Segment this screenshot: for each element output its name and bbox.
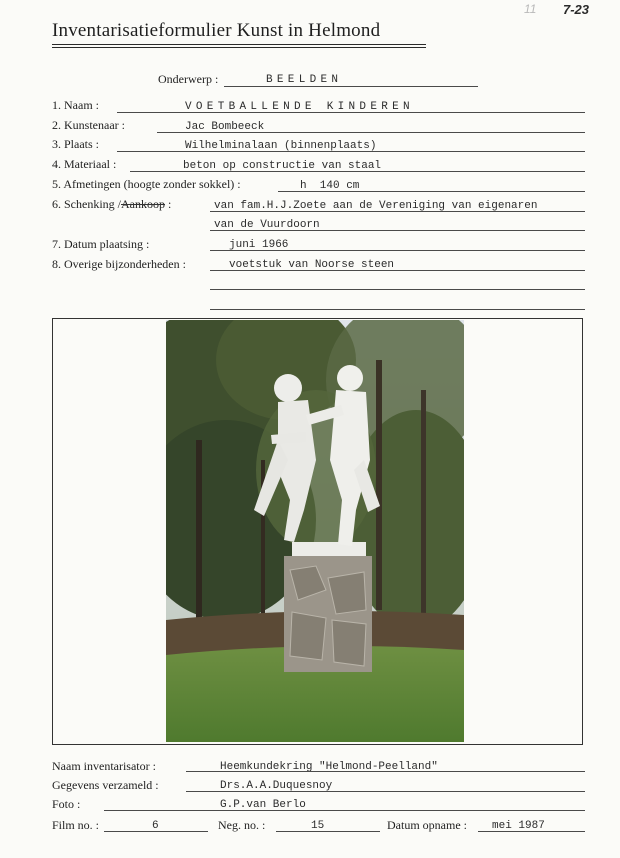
field-dimensions-label: 5. Afmetingen (hoogte zonder sokkel) : [52,177,241,191]
field-place-value: Wilhelminalaan (binnenplaats) [185,140,377,152]
collected-value: Drs.A.A.Duquesnoy [220,780,333,792]
film-label: Film no. : [52,818,100,832]
field-donation-value-line2: van de Vuurdoorn [214,219,320,231]
faint-reference-note: 11 [524,2,537,16]
subject-value: BEELDEN [266,74,343,86]
field-name-value: VOETBALLENDE KINDEREN [185,101,414,113]
field-donation-label [52,197,171,212]
field-material-label: 4. Materiaal : [52,157,117,171]
title-rule-bottom [52,47,426,48]
capture-date-value: mei 1987 [492,820,545,832]
photo-underline [104,810,585,811]
field-other-label: 8. Overige bijzonderheden : [52,257,186,271]
field-material-underline [130,171,585,172]
field-other-value: voetstuk van Noorse steen [229,259,395,271]
field-donation-label-suffix: : [165,197,172,211]
title-rule-top [52,44,426,45]
field-donation-value: van fam.H.J.Zoete aan de Vereniging van eigenaren [214,200,538,212]
negative-value: 15 [311,820,325,832]
photo-label: Foto : [52,797,81,811]
field-placement-date-label: 7. Datum plaatsing : [52,237,150,251]
field-dimensions-underline [278,191,585,192]
field-artist-underline [157,132,585,133]
inventorist-label: Naam inventarisator : [52,759,156,773]
field-other-underline-2 [210,289,585,290]
sculpture-photo [166,320,464,742]
field-other-underline-3 [210,309,585,310]
collected-underline [186,791,585,792]
negative-underline [276,831,380,832]
field-placement-date-underline [210,250,585,251]
field-place-label: 3. Plaats : [52,137,99,151]
field-other-underline [210,270,585,271]
field-place-underline [117,151,585,152]
inventorist-value: Heemkundekring "Helmond-Peelland" [220,761,438,773]
field-donation-underline-2 [210,230,585,231]
capture-date-underline [478,831,585,832]
subject-label: Onderwerp : [158,72,219,86]
field-material-value: beton op constructie van staal [183,160,382,172]
field-donation-underline [210,211,585,212]
negative-label: Neg. no. : [218,818,266,832]
reference-number: 7-23 [563,2,590,17]
field-artist-value: Jac Bombeeck [185,121,265,133]
field-name-underline [117,112,585,113]
film-underline [104,831,208,832]
form-title: Inventarisatieformulier Kunst in Helmond [52,20,381,41]
inventorist-underline [186,771,585,772]
subject-underline [224,86,478,87]
photo-value: G.P.van Berlo [220,799,306,811]
field-donation-label-struck: Aankoop [121,197,165,211]
field-artist-label: 2. Kunstenaar : [52,118,125,132]
sculpture-photo-drawing [166,320,464,742]
capture-date-label: Datum opname : [387,818,467,832]
collected-label: Gegevens verzameld : [52,778,159,792]
field-dimensions-value: h 140 cm [300,180,360,192]
field-placement-date-value: juni 1966 [229,239,289,251]
field-donation-label-prefix: 6. Schenking / [52,197,121,211]
field-name-label: 1. Naam : [52,98,99,112]
film-value: 6 [152,820,159,832]
